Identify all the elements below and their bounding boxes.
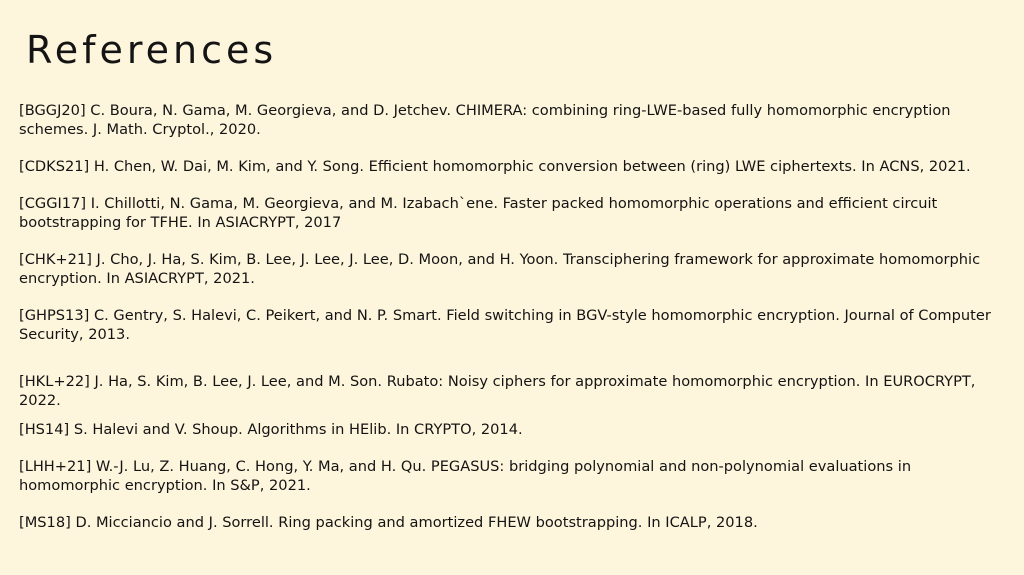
- reference-item: [CGGI17] I. Chillotti, N. Gama, M. Georgieva, and M. Izabach`ene. Faster packed homomorphic operations and efficient circuit bootstrapping for TFHE. In ASIACRYPT, 2017: [19, 195, 938, 231]
- reference-item: [GHPS13] C. Gentry, S. Halevi, C. Peikert, and N. P. Smart. Field switching in BGV-style homomorphic encryption. Journal of Computer Security, 2013.: [19, 307, 991, 343]
- reference-item: [LHH+21] W.-J. Lu, Z. Huang, C. Hong, Y. Ma, and H. Qu. PEGASUS: bridging polynomial and non-polynomial evaluations in homomorphic encryption. In S&P, 2021.: [19, 458, 912, 494]
- reference-item: [HKL+22] J. Ha, S. Kim, B. Lee, J. Lee, and M. Son. Rubato: Noisy ciphers for approximate homomorphic encryption. In EUROCRYPT, 2022.: [19, 373, 976, 409]
- reference-item: [CDKS21] H. Chen, W. Dai, M. Kim, and Y. Song. Efficient homomorphic conversion between (ring) LWE ciphertexts. In ACNS, 2021.: [19, 158, 971, 175]
- reference-item: [MS18] D. Micciancio and J. Sorrell. Ring packing and amortized FHEW bootstrapping. In ICALP, 2018.: [19, 514, 758, 531]
- reference-item: [BGGJ20] C. Boura, N. Gama, M. Georgieva, and D. Jetchev. CHIMERA: combining ring-LWE-based fully homomorphic encryption schemes. J. Math. Cryptol., 2020.: [19, 102, 951, 138]
- reference-item: [HS14] S. Halevi and V. Shoup. Algorithms in HElib. In CRYPTO, 2014.: [19, 421, 523, 438]
- reference-item: [CHK+21] J. Cho, J. Ha, S. Kim, B. Lee, J. Lee, J. Lee, D. Moon, and H. Yoon. Transciphering framework for approximate homomorphic encryption. In ASIACRYPT, 2021.: [19, 251, 981, 287]
- page-title: References: [26, 28, 278, 72]
